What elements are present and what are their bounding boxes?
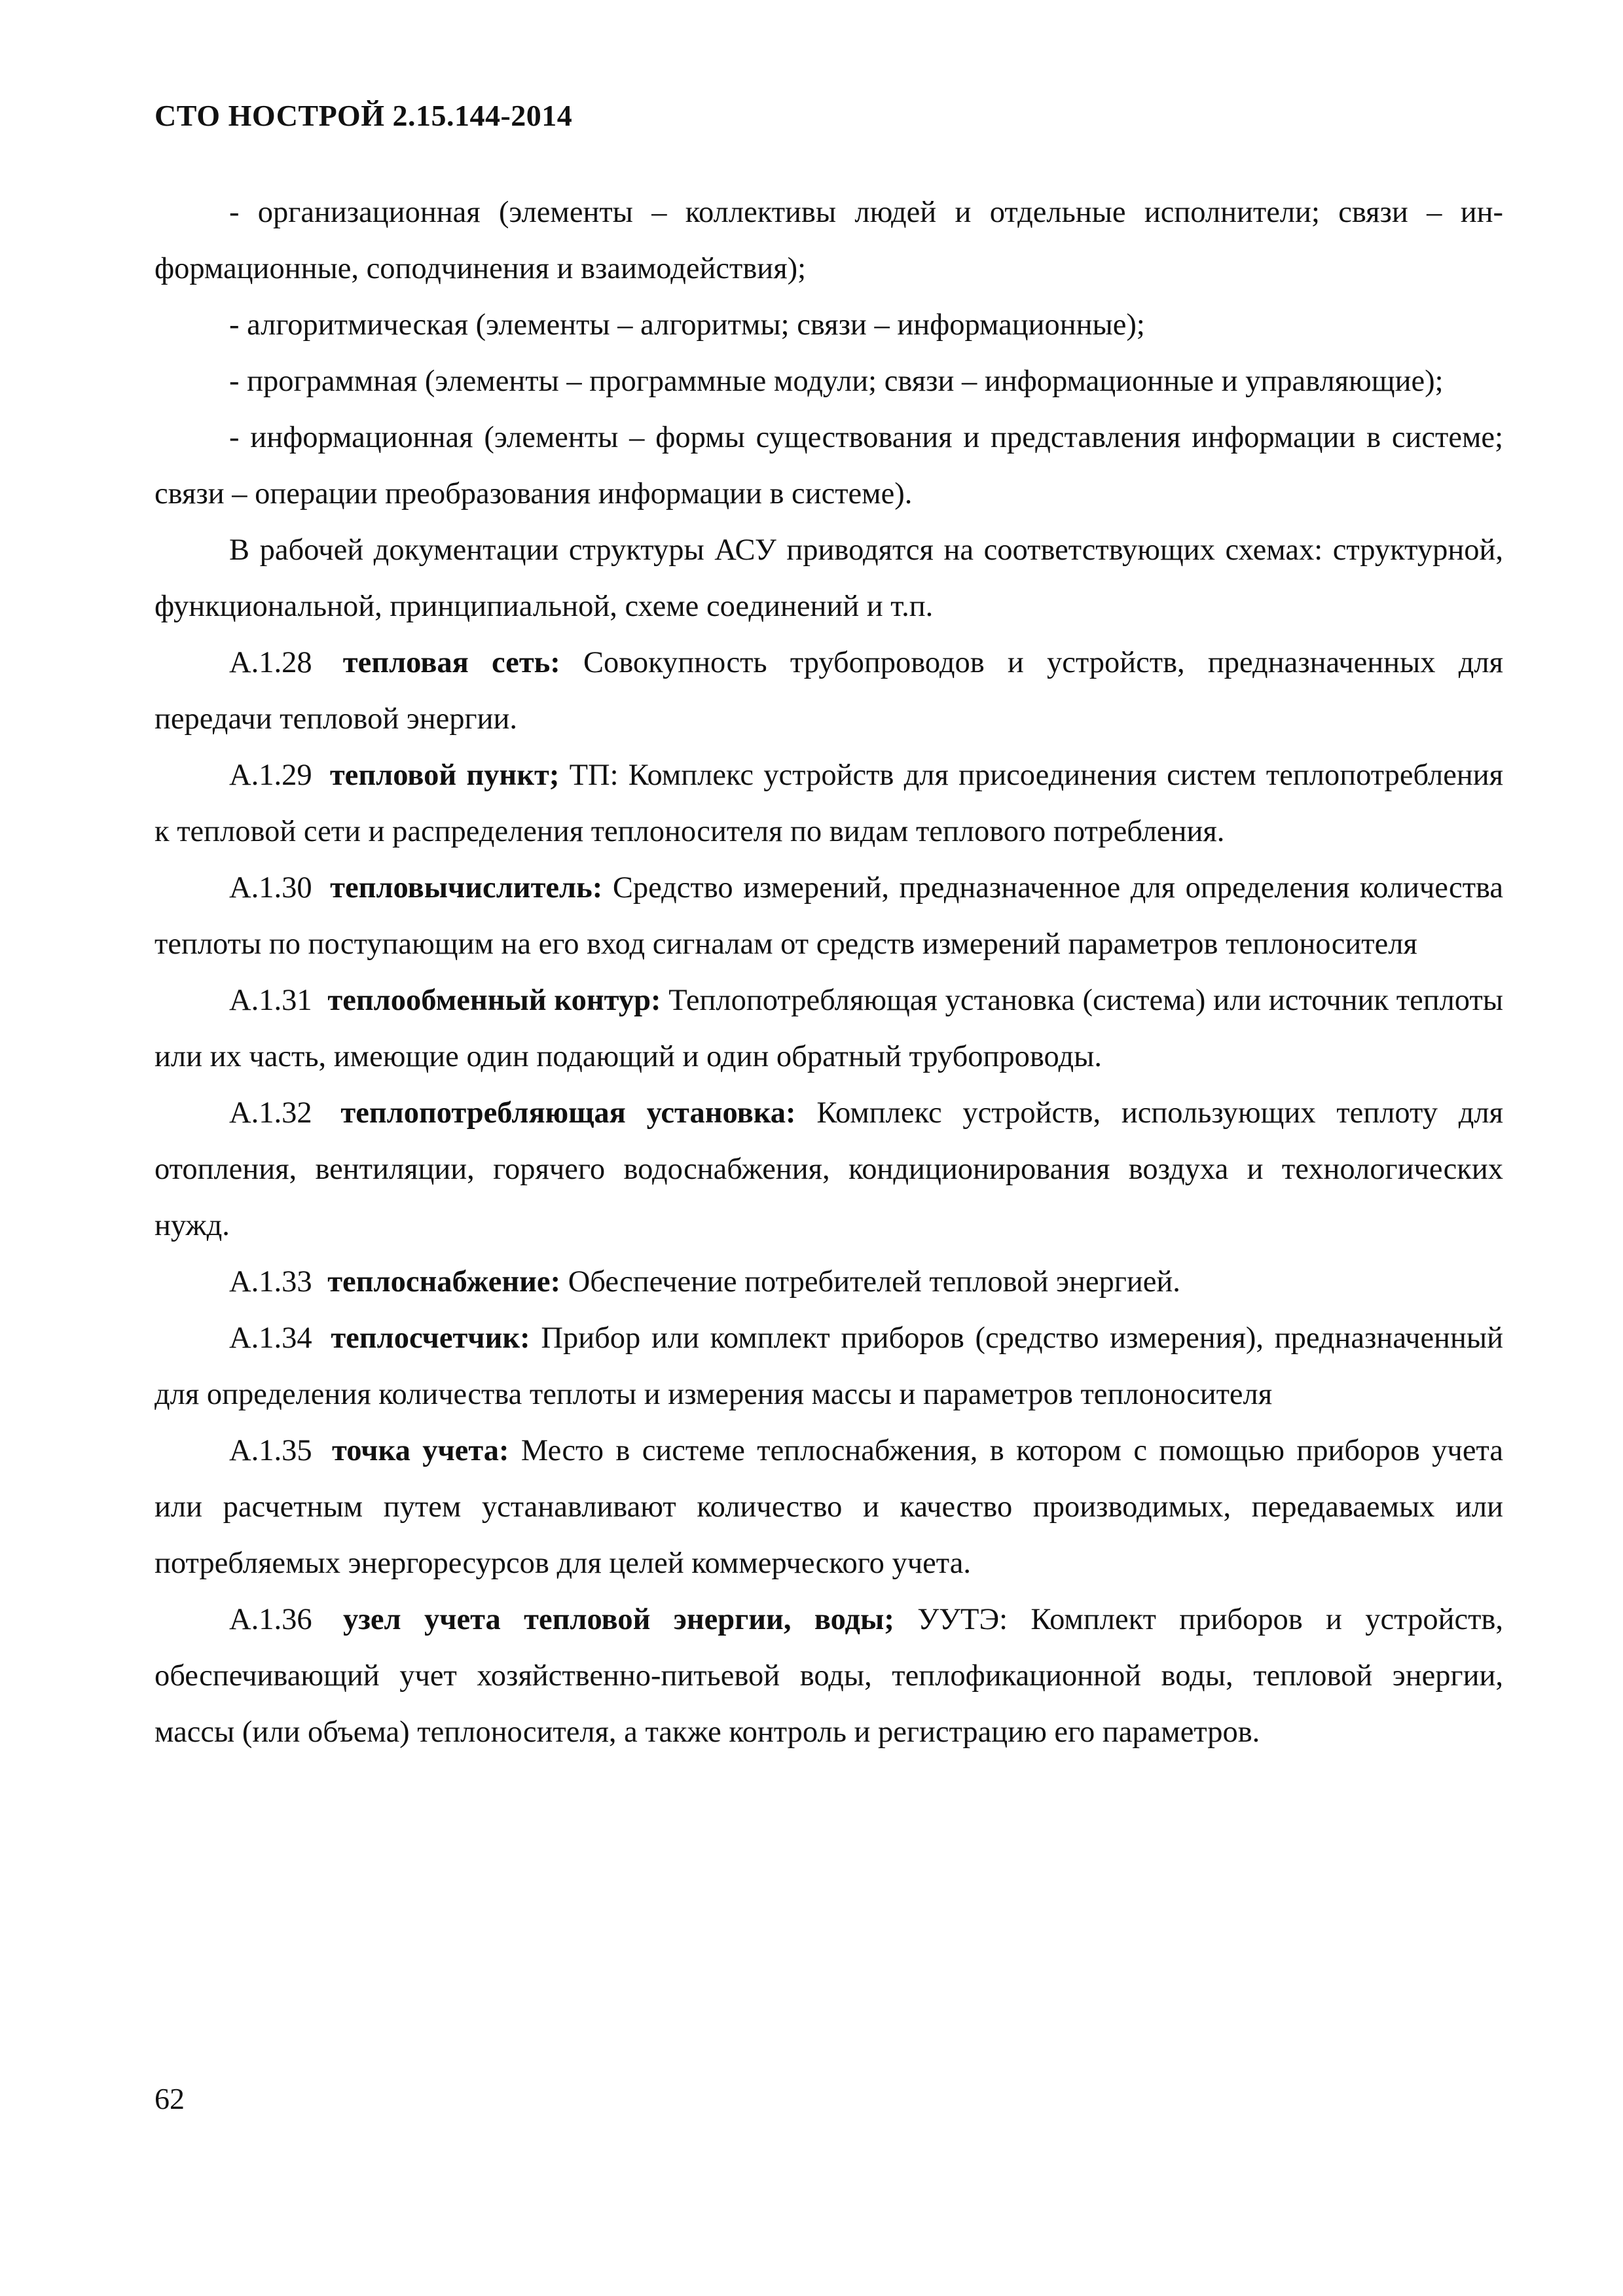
- definition-number: А.1.34: [229, 1321, 312, 1355]
- definition-number: А.1.32: [229, 1096, 312, 1130]
- definition-text: Теплопотребляющая установка (система) или источник теплоты или их часть, имеющие один подающий и один обратный трубопроводы.: [155, 984, 1504, 1073]
- definition-text: Совокупность трубопроводов и устройств, предназначенных для передачи тепловой энергии.: [155, 646, 1503, 736]
- definition-term: теплоснабжение:: [327, 1265, 561, 1299]
- definition-term: тепловой пункт;: [329, 759, 560, 792]
- definition-term: теплосчетчик:: [331, 1321, 530, 1355]
- list-item-program: - программная (элементы – программные модули; связи – информационные и управляющие);: [229, 365, 1444, 398]
- definition-a-1-34: [155, 1310, 1503, 1423]
- list-item-informational: - информационная (элементы – формы существования и представления информации в системе; связи – операции преобразования информации в системе).: [155, 421, 1503, 511]
- definition-a-1-29: [155, 747, 1503, 860]
- definition-a-1-35: [155, 1423, 1503, 1592]
- intro-paragraph: В рабочей документации структуры АСУ приводятся на соответствующих схемах: структурной, функциональной, принципиальной, схеме соединений и т.п.: [155, 533, 1503, 623]
- document-header: СТО НОСТРОЙ 2.15.144-2014: [155, 99, 573, 132]
- definition-a-1-28: [155, 635, 1503, 747]
- definition-a-1-32: [155, 1085, 1503, 1254]
- definition-a-1-36: [155, 1592, 1503, 1761]
- definition-text: УУТЭ: Комплект приборов и устройств, обеспечивающий учет хозяйственно-питьевой воды, теплофикационной воды, тепловой энергии, массы (или объема) теплоносителя, а также контроль и регистрацию его параметров.: [155, 1603, 1503, 1749]
- definition-number: А.1.36: [229, 1603, 312, 1636]
- definition-term: точка учета:: [331, 1434, 509, 1467]
- definition-a-1-30: [155, 860, 1503, 973]
- definition-text: ТП: Комплекс устройств для присоединения систем теплопотребления к тепловой сети и распределения теплоносителя по видам теплового потребления.: [155, 759, 1503, 848]
- page-number: 62: [155, 2082, 185, 2115]
- definition-text: Средство измерений, предназначенное для определения количества теплоты по поступающим на его вход сигналам от средств измерений параметров теплоносителя: [155, 871, 1503, 961]
- definition-number: А.1.29: [229, 759, 312, 792]
- definition-number: А.1.35: [229, 1434, 312, 1467]
- definition-text: Прибор или комплект приборов (средство измерения), предназначенный для определения количества теплоты и измерения массы и параметров теплоносителя: [155, 1321, 1504, 1411]
- definition-term: тепловычислитель:: [330, 871, 603, 905]
- definition-term: теплообменный контур:: [327, 984, 661, 1017]
- document-body: [155, 185, 1503, 1761]
- definition-number: А.1.31: [229, 984, 312, 1017]
- definition-term: узел учета тепловой энергии, воды;: [342, 1603, 894, 1636]
- definition-term: теплопотребляющая установка:: [340, 1096, 796, 1130]
- definition-term: тепловая сеть:: [342, 646, 560, 679]
- definition-a-1-33: [155, 1254, 1503, 1310]
- definition-text: Место в системе теплоснабжения, в котором с помощью приборов учета или расчетным путем устанавливают количество и качество производимых, передаваемых или потребляемых энергоресурсов для целей коммерческого учета.: [155, 1434, 1503, 1580]
- definition-number: А.1.30: [229, 871, 312, 905]
- list-item-algorithmic: - алгоритмическая (элементы – алгоритмы; связи – информационные);: [229, 308, 1145, 342]
- definition-a-1-31: [155, 973, 1503, 1085]
- definition-text: Обеспечение потребителей тепловой энергией.: [568, 1265, 1180, 1299]
- list-item-organizational: - организационная (элементы – коллективы людей и отдельные исполнители; связи – информационные, соподчинения и взаимодействия);: [155, 196, 1503, 285]
- definition-number: А.1.28: [229, 646, 312, 679]
- definition-number: А.1.33: [229, 1265, 312, 1299]
- definition-text: Комплекс устройств, использующих теплоту для отопления, вентиляции, горячего водоснабжения, кондиционирования воздуха и технологических нужд.: [155, 1096, 1504, 1242]
